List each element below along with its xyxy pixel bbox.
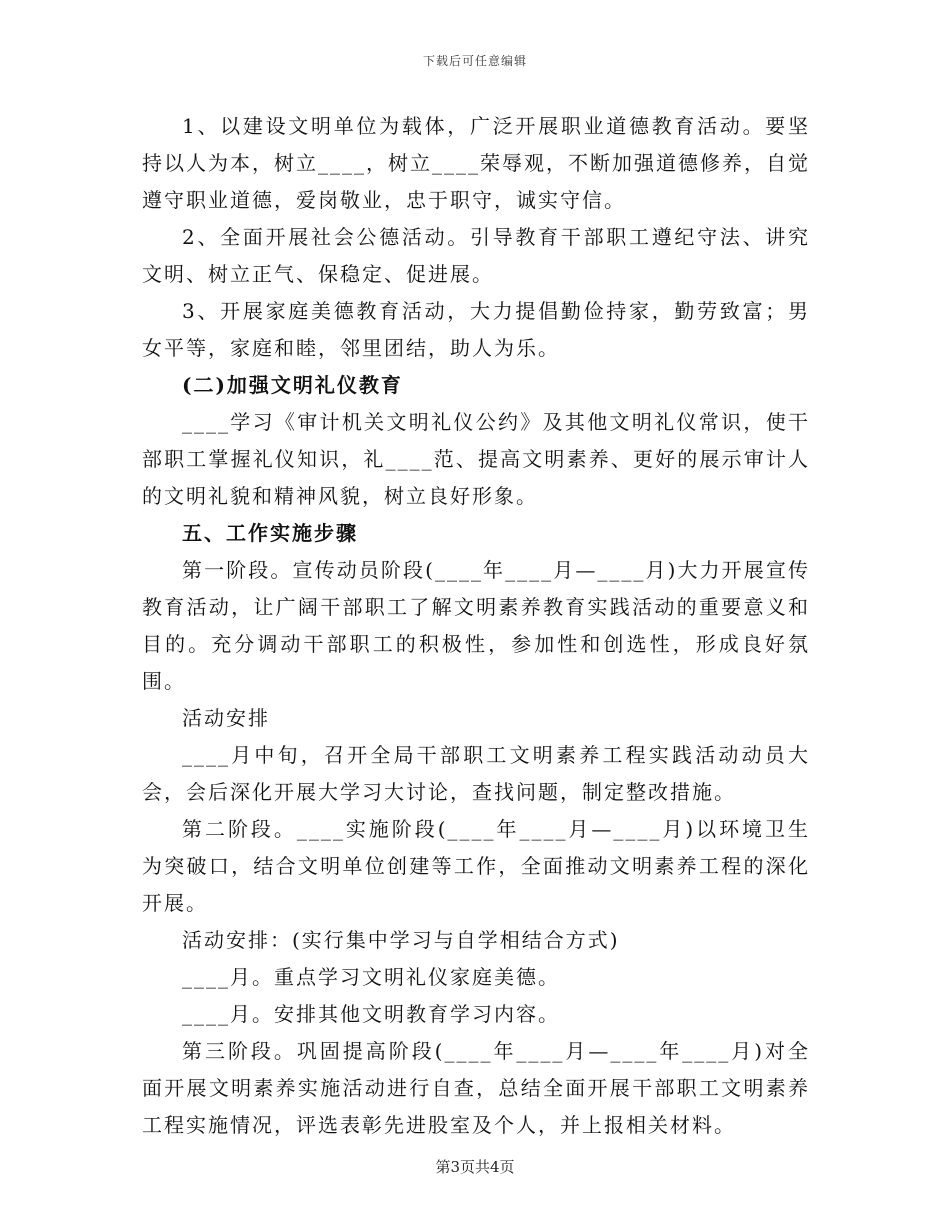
paragraph-month-1: ____月。重点学习文明礼仪家庭美德。 [182, 965, 560, 989]
page-header: 下载后可任意编辑 [422, 54, 527, 68]
paragraph-stage-2: 第二阶段。____实施阶段(____年____月—____月)以环境卫生为突破口，结合文明单位创建等工作，全面推动文明素养工程的深化开展。 [142, 817, 810, 915]
section-heading-steps: 五、工作实施步骤 [182, 521, 358, 545]
paragraph-item-3: 3、开展家庭美德教育活动，大力提倡勤俭持家，勤劳致富；男女平等，家庭和睦，邻里团结，助人为乐。 [142, 299, 810, 360]
section-heading-etiquette: (二)加强文明礼仪教育 [182, 373, 403, 397]
paragraph-stage-1: 第一阶段。宣传动员阶段(____年____月—____月)大力开展宣传教育活动，让广阔干部职工了解文明素养教育实践活动的重要意义和目的。充分调动干部职工的积极性，参加性和创选性，形成良好氛围。 [142, 558, 810, 693]
page-footer: 第3页共4页 [435, 1158, 515, 1176]
paragraph-activity-label-2: 活动安排：(实行集中学习与自学相结合方式) [182, 928, 620, 952]
paragraph-etiquette: ____学习《审计机关文明礼仪公约》及其他文明礼仪常识，使干部职工掌握礼仪知识，礼____范、提高文明素养、更好的展示审计人的文明礼貌和精神风貌，树立良好形象。 [142, 410, 810, 508]
paragraph-month-2: ____月。安排其他文明教育学习内容。 [182, 1002, 560, 1026]
document-body [142, 108, 810, 1144]
paragraph-activity-label: 活动安排 [182, 706, 270, 730]
paragraph-stage-3: 第三阶段。巩固提高阶段(____年____月—____年____月)对全面开展文明素养实施活动进行自查，总结全面开展干部职工文明素养工程实施情况，评选表彰先进股室及个人，并上报相关材料。 [142, 1039, 810, 1137]
paragraph-item-1: 1、以建设文明单位为载体，广泛开展职业道德教育活动。要坚持以人为本，树立____，树立____荣辱观，不断加强道德修养，自觉遵守职业道德，爱岗敬业，忠于职守，诚实守信。 [142, 114, 810, 212]
paragraph-activity-1: ____月中旬，召开全局干部职工文明素养工程实践活动动员大会，会后深化开展大学习大讨论，查找问题，制定整改措施。 [142, 743, 810, 804]
paragraph-item-2: 2、全面开展社会公德活动。引导教育干部职工遵纪守法、讲究文明、树立正气、保稳定、促进展。 [142, 225, 810, 286]
